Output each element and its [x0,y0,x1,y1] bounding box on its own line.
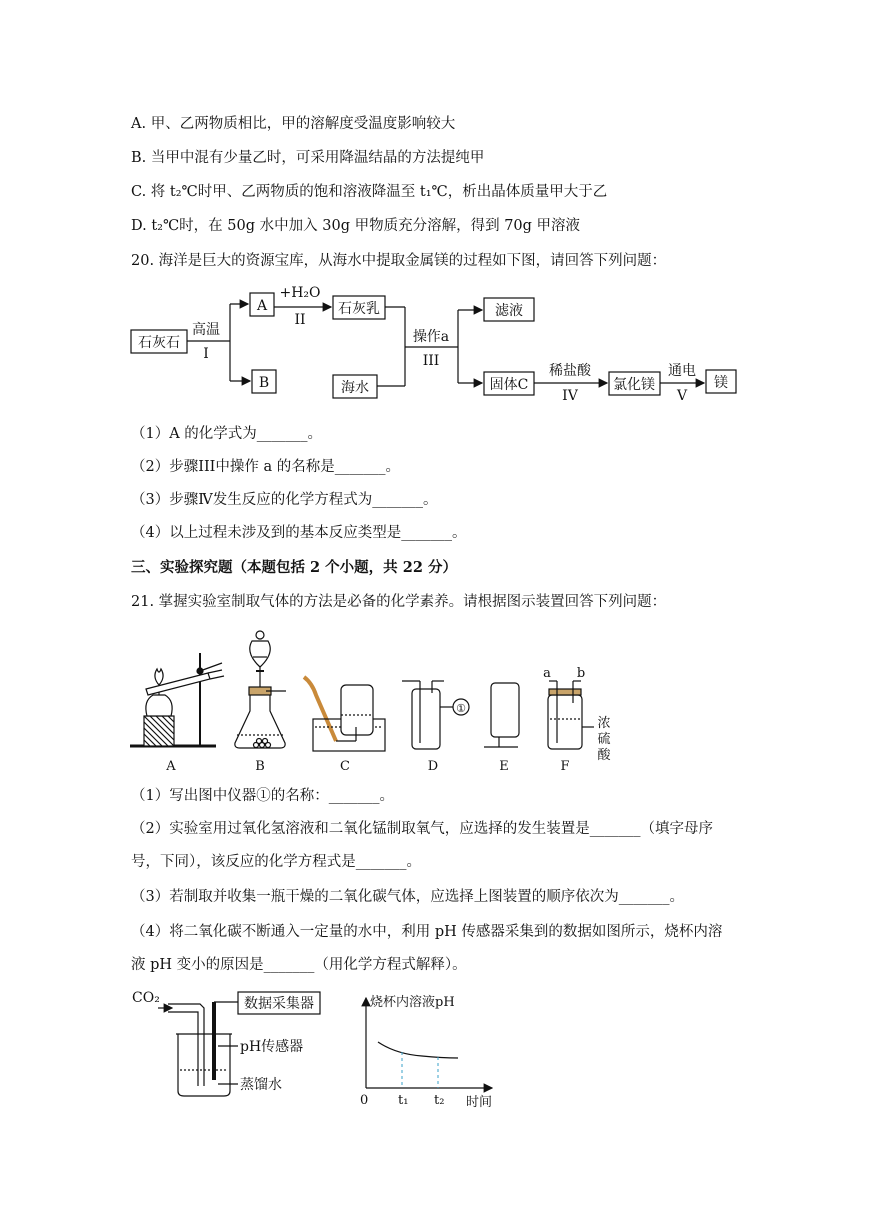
q20-sub2: （2）步骤III中操作 a 的名称是_______。 [131,459,401,475]
mg-label: 镁 [714,375,728,391]
graph-origin: 0 [360,1093,369,1108]
graph-xlabel: 时间 [466,1095,493,1110]
section3-heading: 三、实验探究题（本题包括 2 个小题，共 22 分） [131,559,457,576]
label-e: E [499,759,509,774]
q20-sub3: （3）步骤Ⅳ发生反应的化学方程式为_______。 [131,492,438,508]
q21-stem: 21. 掌握实验室制取气体的方法是必备的化学素养。请根据图示装置回答下列问题： [131,594,667,610]
label-f: F [560,759,570,774]
electrolysis-label: 通电 [668,363,696,379]
lime-milk-label: 石灰乳 [338,301,380,317]
filtrate-label: 滤液 [495,303,523,319]
ph-time-graph [352,988,512,1110]
a-label: A [256,298,268,314]
apparatus-f [548,681,594,749]
q21-sub3: （3）若制取并收集一瓶干燥的二氧化碳气体，应选择上图装置的顺序依次为_______。 [131,889,684,905]
label-c: C [340,759,350,774]
seawater-label: 海水 [341,380,369,396]
step5-number: V [676,388,688,403]
q19-option-c: C. 将 t₂℃时甲、乙两物质的饱和溶液降温至 t₁℃，析出晶体质量甲大于乙 [131,184,608,200]
apparatus-b [235,631,286,748]
label-b: B [255,759,265,774]
q21-sub2-line2: 号，下同），该反应的化学方程式是_______。 [131,854,421,870]
q20-sub4: （4）以上过程未涉及到的基本反应类型是_______。 [131,525,467,541]
ph-setup-figure [128,988,338,1108]
step2-number: II [294,312,306,328]
graph-ylabel: 烧杯内溶液pH [370,995,455,1010]
q21-sub1: （1）写出图中仪器①的名称：_______。 [131,788,394,804]
step1-condition: 高温 [192,322,220,338]
acid-label-3: 酸 [597,748,611,763]
magnesium-flowchart [128,283,753,403]
distilled-water-label: 蒸馏水 [240,1077,282,1093]
acid-label-2: 硫 [597,732,611,747]
mgcl2-label: 氯化镁 [613,377,655,393]
t2-label: t₂ [434,1093,445,1108]
limestone-label: 石灰石 [138,335,180,351]
q20-sub1: （1）A 的化学式为_______。 [131,426,323,442]
q19-option-a: A. 甲、乙两物质相比，甲的溶解度受温度影响较大 [131,116,456,132]
add-water-label: +H₂O [279,285,321,301]
port-a-label: a [543,666,551,681]
ph-sensor-label: pH传感器 [240,1039,304,1055]
dilute-hcl-label: 稀盐酸 [549,363,591,379]
operation-a-label: 操作a [412,329,450,345]
data-collector-label: 数据采集器 [244,996,314,1012]
apparatus-d [402,681,469,749]
co2-label: CO₂ [132,990,160,1006]
step1-number: I [203,346,209,362]
q19-option-b: B. 当甲中混有少量乙时，可采用降温结晶的方法提纯甲 [131,150,485,166]
q21-sub4-line2: 液 pH 变小的原因是_______（用化学方程式解释）。 [131,957,467,973]
q21-sub4-line1: （4）将二氧化碳不断通入一定量的水中，利用 pH 传感器采集到的数据如图所示，烧杯内溶 [131,924,723,940]
instrument-one-label: ① [456,702,466,715]
acid-label-1: 浓 [597,716,611,731]
b-label: B [258,375,270,391]
q21-sub2-line1: （2）实验室用过氧化氢溶液和二氧化锰制取氧气，应选择的发生装置是_______（填字母序 [131,821,713,837]
t1-label: t₁ [398,1093,409,1108]
solid-c-label: 固体C [489,377,529,393]
label-a: A [166,759,176,774]
apparatus-figure [128,623,628,775]
ph-curve [378,1042,458,1058]
step4-number: IV [562,388,578,403]
label-d: D [427,759,439,774]
q20-stem: 20. 海洋是巨大的资源宝库，从海水中提取金属镁的过程如下图，请回答下列问题： [131,253,667,269]
apparatus-a [130,653,224,746]
apparatus-c [304,677,385,751]
step3-number: III [422,353,440,369]
port-b-label: b [576,666,586,681]
apparatus-e [484,683,519,747]
q19-option-d: D. t₂℃时，在 50g 水中加入 30g 甲物质充分溶解，得到 70g 甲溶液 [131,218,581,234]
